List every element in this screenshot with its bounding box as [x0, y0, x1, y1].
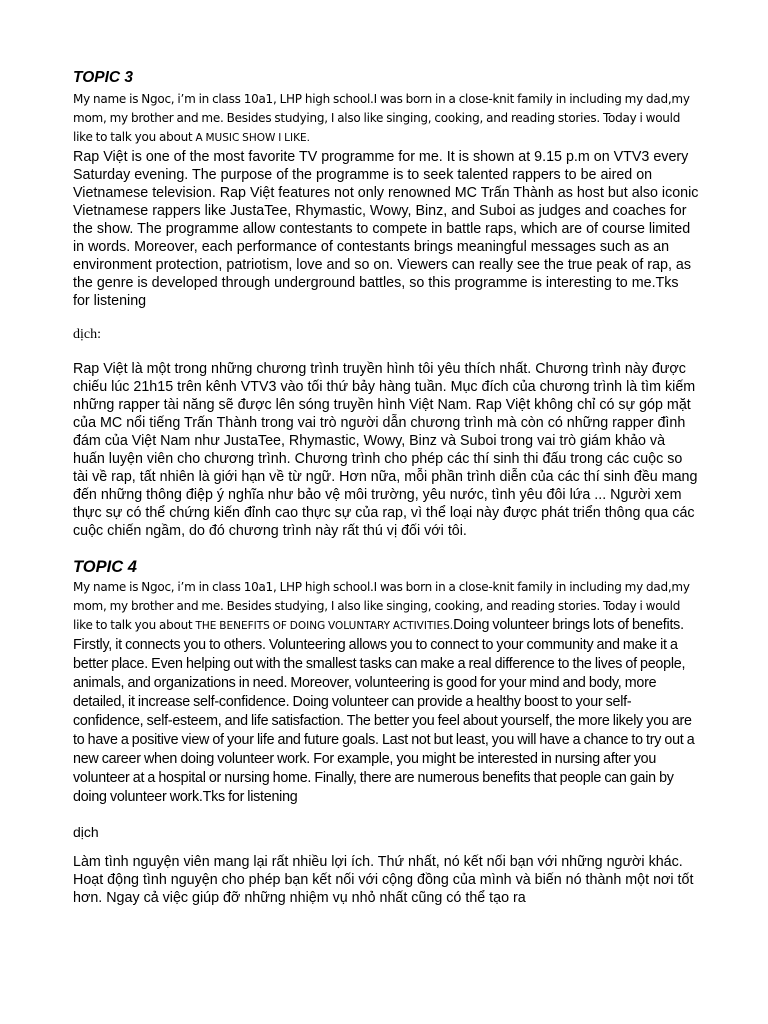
topic-4-intro — [73, 578, 699, 807]
topic-3-dich-label: dịch: — [73, 327, 101, 342]
topic-3-body: Rap Việt is one of the most favorite TV programme for me. It is shown at 9.15 p.m on VTV3 every Saturday evening. The purpose of the programme is to seek talented rappers to be aired on Vietnamese television. Rap Việt features not only renowned MC Trấn Thành as host but also iconic Vietnamese rappers like JustaTee, Rhymastic, Wowy, Binz, and Suboi as judges and coaches for the show. The programme allow contestants to compete in battle raps, which are of course limited in words. Moreover, each performance of contestants brings meaningful messages such as an environment protection, patriotism, love and so on. Viewers can really see the true peak of rap, as the genre is developed through underground battles, so this programme is interesting to me.Tks for listening — [73, 149, 699, 309]
document-page — [73, 66, 699, 907]
topic-3-title: TOPIC 3 — [73, 69, 134, 86]
topic-4-dich-label: dịch — [73, 824, 99, 840]
topic-4-body: Doing volunteer brings lots of benefits. Firstly, it connects you to others. Volunteering allows you to connect to your community and make it a better place. Even helping out with the smallest tasks can make a real difference to the lives of people, animals, and organizations in need. Moreover, volunteering is good for your mind and body, more detailed, it increase self-confidence. Doing volunteer can provide a healthy boost to your self-confidence, self-esteem, and life satisfaction. The better you feel about yourself, the more likely you are to have a positive view of your life and future goals. Last not but least, you will have a chance to try out a new career when doing volunteer work. For example, you might be interested in nursing after you volunteer at a hospital or nursing home. Finally, there are numerous benefits that people can gain by doing volunteer work.Tks for listening — [73, 617, 695, 805]
topic-3-translation: Rap Việt là một trong những chương trình truyền hình tôi yêu thích nhất. Chương trình này được chiếu lúc 21h15 trên kênh VTV3 vào tối thứ bảy hàng tuần. Mục đích của chương trình là tìm kiếm những rapper tài năng sẽ được lên sóng truyền hình Việt Nam. Rap Việt không chỉ có sự góp mặt của MC nổi tiếng Trấn Thành trong vai trò người dẫn chương trình mà còn có những rapper đình đám của Việt Nam như JustaTee, Rhymastic, Wowy, Binz và Suboi trong vai trò giám khảo và huấn luyện viên cho chương trình. Chương trình cho phép các thí sinh thi đấu trong các cuộc so tài về rap, tất nhiên là giới hạn về từ ngữ. Hơn nữa, mỗi phần trình diễn của các thí sinh đều mang đến những thông điệp ý nghĩa như bảo vệ môi trường, yêu nước, tình yêu đôi lứa ... Người xem thực sự có thể chứng kiến đỉnh cao thực sự của rap, vì thể loại này được phát triển thông qua các cuộc chiến ngầm, do đó chương trình này rất thú vị đối với tôi. — [73, 361, 698, 539]
topic-3-intro — [73, 90, 699, 148]
topic-4-intro-text: My name is Ngoc, i’m in class 10a1, LHP high school.I was born in a close-knit family in including my dad,my mom, my brother and me. Besides studying, I also like singing, cooking, and reading stories. Today i would like to talk you about — [73, 580, 690, 632]
topic-4-title: TOPIC 4 — [73, 558, 137, 576]
topic-3-intro-text: My name is Ngoc, i’m in class 10a1, LHP high school.I was born in a close-knit family in including my dad,my mom, my brother and me. Besides studying, I also like singing, cooking, and reading stories. Today i would like to talk you about — [73, 92, 690, 144]
topic-4-intro-subject: THE BENEFITS OF DOING VOLUNTARY ACTIVITIES. — [195, 620, 454, 632]
topic-4-translation: Làm tình nguyện viên mang lại rất nhiều lợi ích. Thứ nhất, nó kết nối bạn với những người khác. Hoạt động tình nguyện cho phép bạn kết nối với cộng đồng của mình và biến nó thành một nơi tốt hơn. Ngay cả việc giúp đỡ những nhiệm vụ nhỏ nhất cũng có thể tạo ra — [73, 854, 694, 906]
topic-3-intro-subject: A MUSIC SHOW I LIKE. — [195, 132, 310, 144]
